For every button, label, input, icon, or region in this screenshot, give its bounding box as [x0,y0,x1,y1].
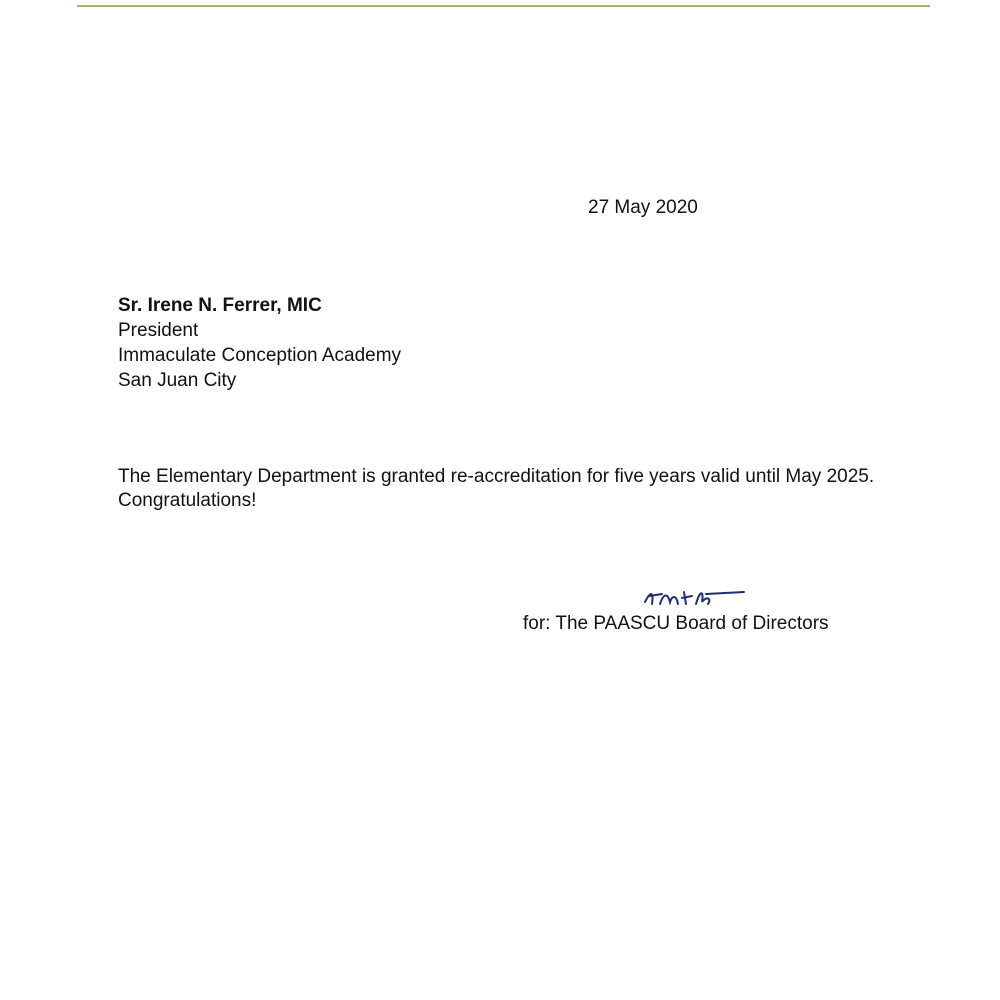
letter-date: 27 May 2020 [588,197,698,218]
recipient-title: President [118,320,199,341]
signoff: for: The PAASCU Board of Directors [523,613,829,634]
recipient-city: San Juan City [118,370,237,391]
signature [640,582,750,612]
header-rule [77,5,930,7]
recipient-institution: Immaculate Conception Academy [118,345,402,366]
recipient-block [118,293,401,393]
recipient-name: Sr. Irene N. Ferrer, MIC [118,295,322,316]
letter-body: The Elementary Department is granted re-accreditation for five years valid until May 2025. Congratulations! [118,466,875,511]
